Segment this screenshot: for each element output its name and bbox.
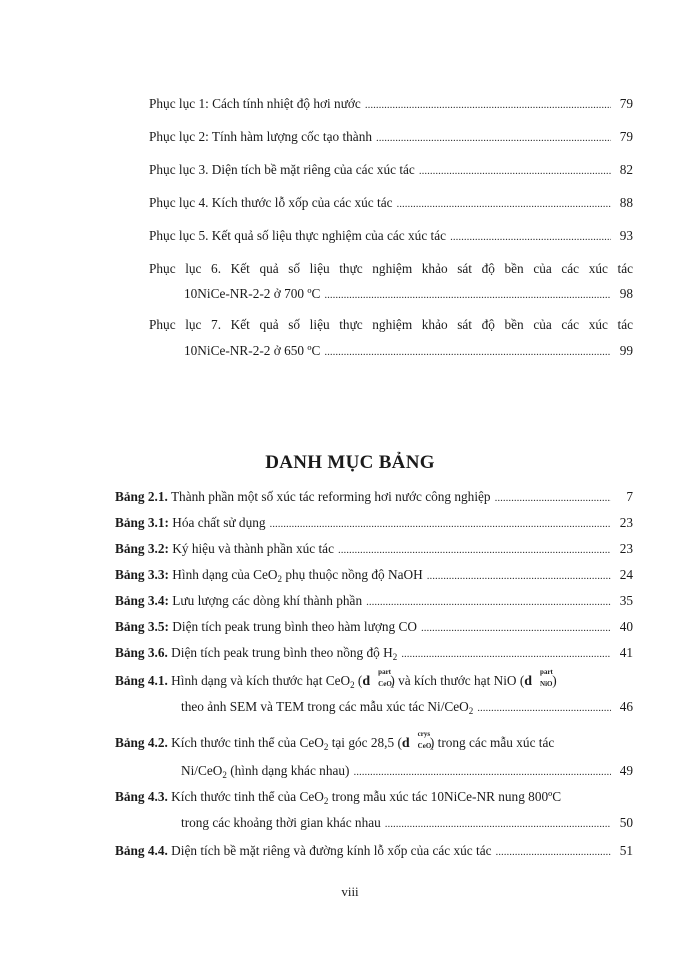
entry-line2 bbox=[181, 763, 633, 779]
entry-label-post: phụ thuộc nồng độ NaOH bbox=[282, 567, 423, 582]
entry-label: Phục lục 2: Tính hàm lượng cốc tạo thành bbox=[149, 129, 373, 144]
subscript: 2 bbox=[392, 652, 398, 662]
toc-entry-table-4-4[interactable] bbox=[115, 843, 633, 859]
entry-page: 79 bbox=[619, 96, 633, 111]
section-title: DANH MỤC BẢNG bbox=[265, 452, 435, 473]
entry-page: 82 bbox=[619, 162, 633, 177]
entry-line1 bbox=[115, 789, 633, 805]
toc-entry-appendix-4[interactable] bbox=[149, 195, 633, 211]
leader-dots bbox=[419, 162, 611, 178]
entry-label-line1: Phục lục 7. Kết quả số liệu thực nghiệm khảo sát độ bền của các xúc tác bbox=[149, 317, 633, 332]
entry-number: Bảng 4.4. bbox=[115, 843, 168, 858]
entry-line2 bbox=[184, 343, 633, 359]
entry-label: Diện tích peak trung bình theo hàm lượng CO bbox=[172, 619, 417, 634]
entry-page: 7 bbox=[626, 489, 633, 504]
entry-label: trong các khoảng thời gian khác nhau bbox=[181, 815, 381, 830]
symbol-d-part-nio: d part NiO bbox=[524, 668, 553, 689]
entry-page: 35 bbox=[619, 593, 633, 608]
subscript: 2 bbox=[323, 796, 329, 806]
entry-number: Bảng 3.6. bbox=[115, 645, 168, 660]
entry-label: Ký hiệu và thành phần xúc tác bbox=[172, 541, 334, 556]
entry-line2 bbox=[184, 286, 633, 302]
entry-label: ) bbox=[552, 673, 557, 688]
entry-label: ) và kích thước hạt NiO ( bbox=[390, 673, 525, 688]
entry-label: Phục lục 4. Kích thước lỗ xốp của các xúc tác bbox=[149, 195, 393, 210]
entry-number: Bảng 2.1. bbox=[115, 489, 168, 504]
subscript: 2 bbox=[323, 742, 329, 752]
toc-entry-appendix-1[interactable] bbox=[149, 96, 633, 112]
entry-number: Bảng 3.4: bbox=[115, 593, 169, 608]
entry-page: 79 bbox=[619, 129, 633, 144]
entry-label: Thành phần một số xúc tác reforming hơi nước công nghiệp bbox=[170, 489, 491, 504]
entry-label: trong mẫu xúc tác 10NiCe-NR nung 800ºC bbox=[328, 789, 562, 804]
entry-label: Lưu lượng các dòng khí thành phần bbox=[172, 593, 363, 608]
subscript: 2 bbox=[350, 680, 355, 690]
leader-dots bbox=[401, 645, 611, 661]
leader-dots bbox=[421, 619, 611, 635]
entry-label: Kích thước tinh thể của CeO bbox=[171, 789, 324, 804]
toc-entry-table-3-3[interactable] bbox=[115, 567, 633, 583]
toc-entry-table-3-2[interactable] bbox=[115, 541, 633, 557]
leader-dots bbox=[376, 129, 611, 145]
entry-label: Phục lục 5. Kết quả số liệu thực nghiệm của các xúc tác bbox=[149, 228, 447, 243]
symbol-d-crys-ceo2: d crys CeO₂ bbox=[401, 730, 434, 751]
entry-page: 24 bbox=[619, 567, 633, 582]
entry-label: Diện tích bề mặt riêng và đường kính lỗ xốp của các xúc tác bbox=[171, 843, 492, 858]
toc-entry-appendix-2[interactable] bbox=[149, 129, 633, 145]
entry-line1 bbox=[115, 730, 633, 752]
entry-line2 bbox=[181, 815, 633, 831]
entry-label: Phục lục 1: Cách tính nhiệt độ hơi nước bbox=[149, 96, 361, 111]
entry-label: Hóa chất sử dụng bbox=[172, 515, 266, 530]
leader-dots bbox=[495, 489, 611, 505]
entry-page: 99 bbox=[619, 343, 633, 358]
leader-dots bbox=[365, 96, 611, 112]
entry-page: 23 bbox=[619, 515, 633, 530]
entry-number: Bảng 3.5: bbox=[115, 619, 169, 634]
leader-dots bbox=[338, 541, 611, 557]
toc-entry-table-3-5[interactable] bbox=[115, 619, 633, 635]
entry-number: Bảng 4.1. bbox=[115, 673, 168, 688]
toc-entry-table-3-1[interactable] bbox=[115, 515, 633, 531]
entry-page: 98 bbox=[619, 286, 633, 301]
leader-dots bbox=[427, 567, 611, 583]
entry-number: Bảng 3.1: bbox=[115, 515, 169, 530]
page-number: viii bbox=[341, 884, 359, 899]
toc-entry-table-3-6[interactable] bbox=[115, 645, 633, 661]
leader-dots bbox=[397, 195, 611, 211]
subscript: 2 bbox=[222, 770, 227, 780]
entry-label-line2: 10NiCe-NR-2-2 ở 700 ºC bbox=[184, 286, 321, 301]
entry-label-line1: Phục lục 6. Kết quả số liệu thực nghiệm khảo sát độ bền của các xúc tác bbox=[149, 261, 633, 276]
entry-page: 40 bbox=[619, 619, 633, 634]
entry-page: 93 bbox=[619, 228, 633, 243]
entry-page: 51 bbox=[619, 843, 633, 858]
toc-entry-table-2-1[interactable] bbox=[115, 489, 633, 505]
entry-label-pre: Diện tích peak trung bình theo nồng độ H bbox=[171, 645, 393, 660]
entry-label: Ni/CeO bbox=[181, 763, 223, 778]
entry-page: 88 bbox=[619, 195, 633, 210]
toc-entry-table-3-4[interactable] bbox=[115, 593, 633, 609]
entry-label: theo ảnh SEM và TEM trong các mẫu xúc tác Ni/CeO bbox=[181, 699, 469, 714]
entry-page: 49 bbox=[619, 763, 633, 778]
entry-label: ( bbox=[354, 673, 363, 688]
entry-line2 bbox=[181, 699, 633, 715]
toc-entry-appendix-5[interactable] bbox=[149, 228, 633, 244]
entry-label: Phục lục 3. Diện tích bề mặt riêng của các xúc tác bbox=[149, 162, 415, 177]
symbol-d-part-ceo2: d part CeO₂ bbox=[362, 668, 394, 689]
leader-dots bbox=[324, 286, 611, 302]
entry-page: 46 bbox=[619, 699, 633, 714]
leader-dots bbox=[366, 593, 611, 609]
entry-label: Kích thước tinh thể của CeO bbox=[171, 735, 324, 750]
entry-label-line2: 10NiCe-NR-2-2 ở 650 ºC bbox=[184, 343, 321, 358]
entry-line1 bbox=[115, 668, 633, 690]
leader-dots bbox=[450, 228, 611, 244]
subscript: 2 bbox=[468, 706, 474, 716]
entry-label: Hình dạng và kích thước hạt CeO bbox=[171, 673, 351, 688]
subscript: 2 bbox=[277, 574, 283, 584]
leader-dots bbox=[353, 763, 611, 779]
entry-label: (hình dạng khác nhau) bbox=[226, 763, 350, 778]
entry-number: Bảng 3.2: bbox=[115, 541, 169, 556]
entry-label-pre: Hình dạng của CeO bbox=[172, 567, 278, 582]
leader-dots bbox=[385, 815, 611, 831]
leader-dots bbox=[270, 515, 611, 531]
leader-dots bbox=[496, 843, 612, 859]
entry-page: 50 bbox=[619, 815, 633, 830]
entry-page: 41 bbox=[619, 645, 633, 660]
entry-number: Bảng 4.2. bbox=[115, 735, 168, 750]
entry-page: 23 bbox=[619, 541, 633, 556]
entry-number: Bảng 3.3: bbox=[115, 567, 169, 582]
toc-entry-appendix-3[interactable] bbox=[149, 162, 633, 178]
leader-dots bbox=[477, 699, 611, 715]
entry-label: tại góc 28,5 ( bbox=[328, 735, 402, 750]
entry-label: ) trong các mẫu xúc tác bbox=[429, 735, 555, 750]
leader-dots bbox=[324, 343, 611, 359]
entry-number: Bảng 4.3. bbox=[115, 789, 168, 804]
